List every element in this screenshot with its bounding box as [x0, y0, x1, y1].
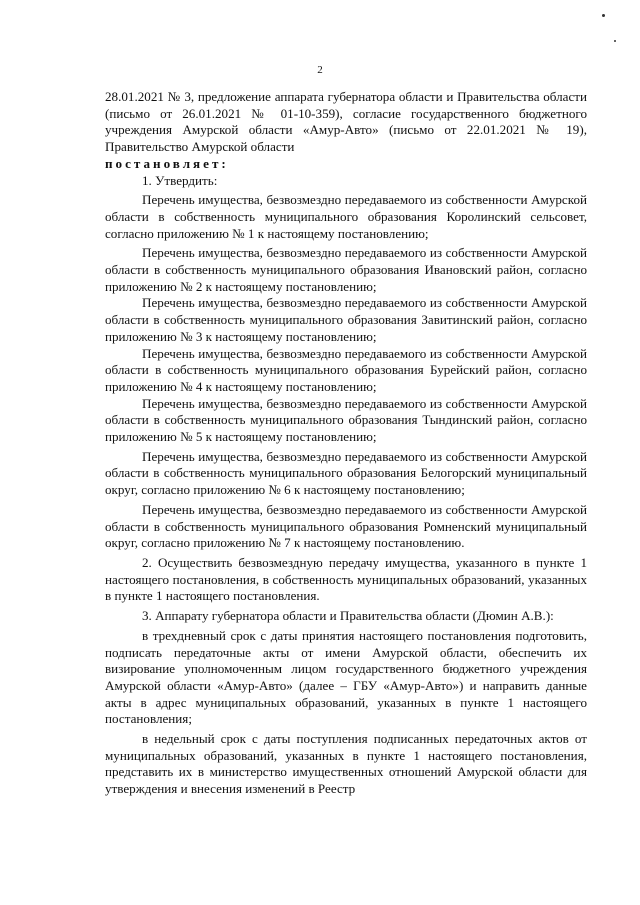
paragraph: Перечень имущества, безвозмездно передаваемого из собственности Амурской области в собственность муниципального образования Ромненский муниципальный округ, согласно приложению № 7 к настоящему постановлению.	[105, 501, 587, 551]
page-number: 2	[317, 64, 323, 76]
paragraph: Перечень имущества, безвозмездно передаваемого из собственности Амурской области в собственность муниципального образования Тындинский район, согласно приложению № 5 к настоящему постановлению;	[105, 395, 587, 445]
paragraph: 2. Осуществить безвозмездную передачу имущества, указанного в пункте 1 настоящего постановления, в собственность муниципальных образований, указанных в пункте 1 настоящего постановления.	[105, 554, 587, 604]
paragraph: 28.01.2021 № 3, предложение аппарата губернатора области и Правительства области (письмо от 26.01.2021 № 01-10-359), согласие государственного бюджетного учреждения Амурской области «Амур-Авто» (письмо от 22.01.2021 № 19), Правительство Амурской области	[105, 89, 587, 155]
paragraph: Перечень имущества, безвозмездно передаваемого из собственности Амурской области в собственность муниципального образования Бурейский район, согласно приложению № 4 к настоящему постановлению;	[105, 345, 587, 394]
paragraph: Перечень имущества, безвозмездно передаваемого из собственности Амурской области в собственность муниципального образования Королинский сельсовет, согласно приложению № 1 к настоящему постановлению;	[105, 192, 587, 241]
paragraph: 1. Утвердить:	[142, 172, 218, 188]
paragraph: Перечень имущества, безвозмездно передаваемого из собственности Амурской области в собственность муниципального образования Завитинский район, согласно приложению № 3 к настоящему постановлению;	[105, 295, 587, 344]
scan-speck	[614, 40, 616, 42]
document-body	[105, 89, 587, 798]
paragraph: Перечень имущества, безвозмездно передаваемого из собственности Амурской области в собственность муниципального образования Ивановский район, согласно приложению № 2 к настоящему постановлению;	[105, 245, 587, 294]
paragraph: 3. Аппарату губернатора области и Правительства области (Дюмин А.В.):	[142, 608, 554, 624]
scan-speck	[602, 14, 605, 17]
paragraph: в недельный срок с даты поступления подписанных передаточных актов от муниципальных образований, указанных в пункте 1 настоящего постановления, представить их в министерство имущественных отношений Амурской области для утверждения и внесения изменений в Реестр	[105, 731, 587, 797]
decree-heading: постановляет:	[105, 155, 229, 171]
paragraph: Перечень имущества, безвозмездно передаваемого из собственности Амурской области в собственность муниципального образования Белогорский муниципальный округ, согласно приложению № 6 к настоящему постановлению;	[105, 448, 587, 498]
paragraph: в трехдневный срок с даты принятия настоящего постановления подготовить, подписать передаточные акты от имени Амурской области, обеспечить их визирование уполномоченным лицом государственного бюджетного учреждения Амурской области «Амур-Авто» (далее – ГБУ «Амур-Авто») и направить данные акты в адрес муниципальных образований, указанных в пункте 1 настоящего постановления;	[105, 627, 587, 727]
